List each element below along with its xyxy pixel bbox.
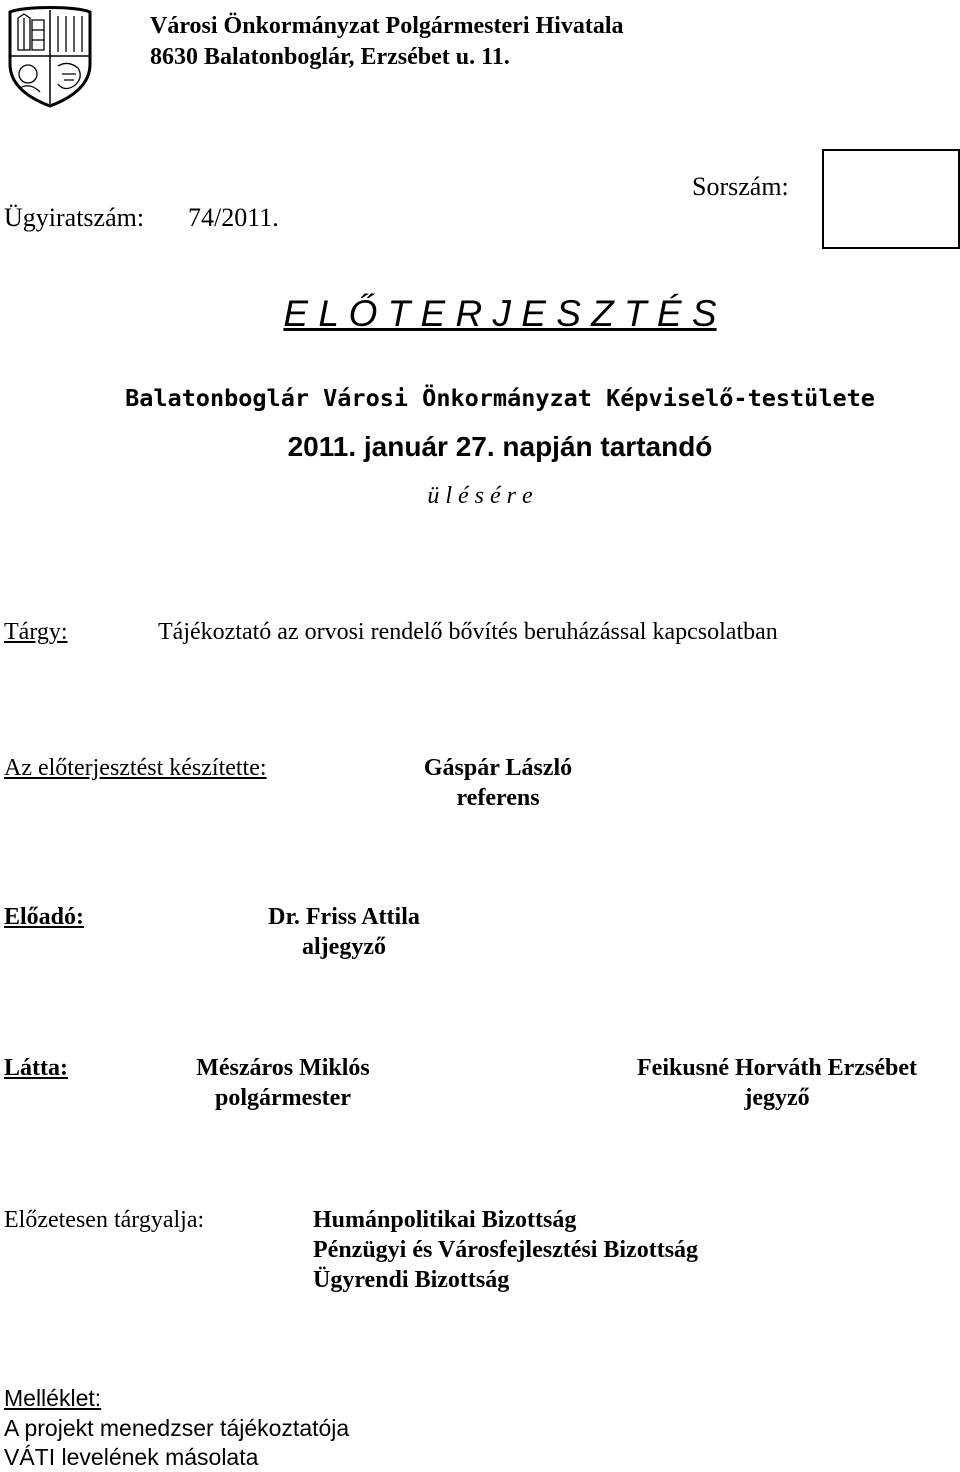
attachment-item: VÁTI levelének másolata — [4, 1444, 259, 1470]
pre-discussion-label: Előzetesen tárgyalja: — [4, 1207, 205, 1233]
recipient-body: Balatonboglár Városi Önkormányzat Képviselő-testülete — [125, 384, 875, 412]
presenter-label: Előadó: — [4, 904, 85, 930]
attachment-label: Melléklet: — [4, 1385, 102, 1411]
committee-item: Ügyrendi Bizottság — [313, 1267, 510, 1293]
meeting-date: 2011. január 27. napján tartandó — [287, 431, 713, 462]
serial-number-label: Sorszám: — [692, 172, 789, 201]
subject-label: Tárgy: — [4, 619, 68, 645]
subject-value: Tájékoztató az orvosi rendelő bővítés beruházással kapcsolatban — [158, 619, 778, 645]
seen-label: Látta: — [4, 1055, 68, 1081]
document-title: E L Ő T E R J E S Z T É S — [283, 293, 717, 334]
notary-name: Feikusné Horváth Erzsébet — [637, 1055, 917, 1081]
prepared-by-name: Gáspár László — [423, 755, 573, 781]
committee-item: Humánpolitikai Bizottság — [313, 1207, 577, 1233]
prepared-by-label: Az előterjesztést készítette: — [4, 755, 267, 781]
mayor-title: polgármester — [215, 1085, 351, 1111]
presenter-name: Dr. Friss Attila — [268, 904, 420, 930]
mayor-name: Mészáros Miklós — [196, 1055, 370, 1081]
presenter-role: aljegyző — [302, 934, 386, 960]
notary-title: jegyző — [744, 1085, 810, 1111]
registry-number-value: 74/2011. — [188, 203, 279, 232]
session-label: ü l é s é r e — [427, 483, 533, 509]
registry-number-label: Ügyiratszám: — [4, 203, 145, 232]
office-name: Városi Önkormányzat Polgármesteri Hivatala — [150, 13, 624, 39]
serial-number-box — [822, 149, 960, 249]
prepared-by-role: referens — [456, 785, 540, 811]
coat-of-arms-icon — [4, 4, 96, 108]
committee-item: Pénzügyi és Városfejlesztési Bizottság — [313, 1237, 699, 1263]
attachment-item: A projekt menedzser tájékoztatója — [4, 1415, 350, 1441]
office-address: 8630 Balatonboglár, Erzsébet u. 11. — [150, 44, 510, 70]
